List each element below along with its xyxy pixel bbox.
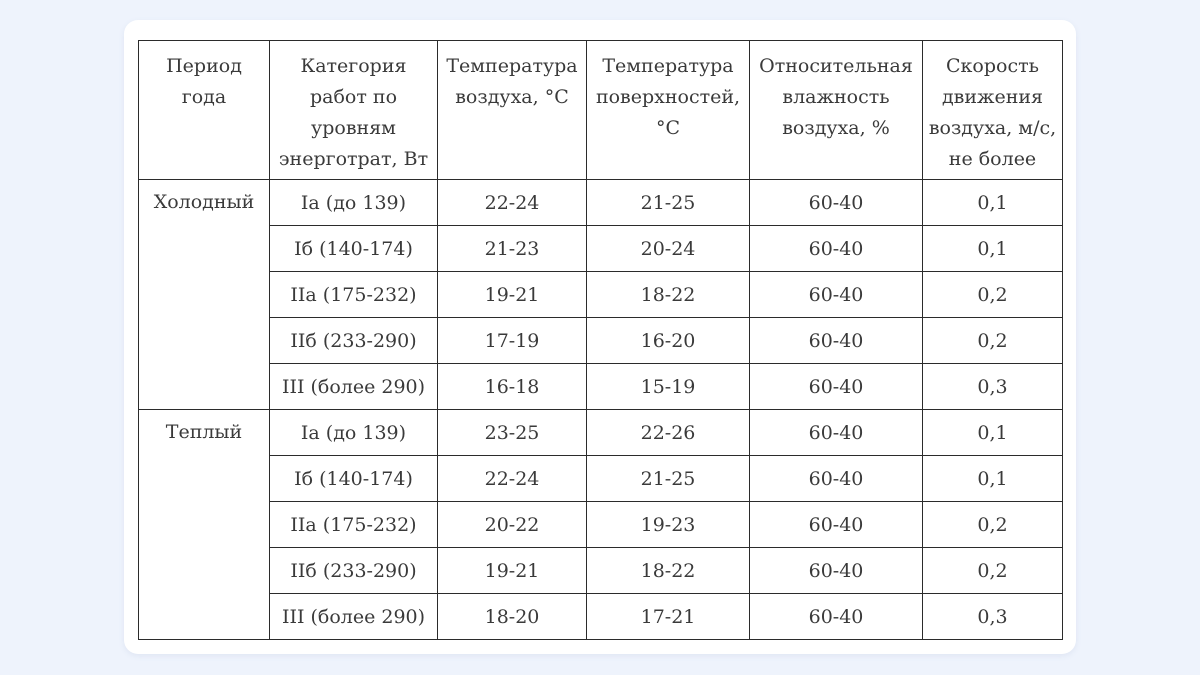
air-speed-cell: 0,1	[923, 456, 1063, 502]
surface-temp-cell: 18-22	[587, 272, 750, 318]
humidity-cell: 60-40	[750, 318, 923, 364]
table-row	[139, 226, 1063, 272]
table-row	[139, 594, 1063, 640]
surface-temp-cell: 20-24	[587, 226, 750, 272]
category-cell: IIб (233-290)	[270, 318, 438, 364]
surface-temp-cell: 21-25	[587, 456, 750, 502]
surface-temp-cell: 16-20	[587, 318, 750, 364]
header-air-temperature: Температура воздуха, °C	[438, 41, 587, 180]
header-air-speed: Скорость движения воздуха, м/с, не более	[923, 41, 1063, 180]
surface-temp-cell: 17-21	[587, 594, 750, 640]
category-cell: Iб (140-174)	[270, 456, 438, 502]
surface-temp-cell: 21-25	[587, 180, 750, 226]
surface-temp-cell: 19-23	[587, 502, 750, 548]
air-speed-cell: 0,2	[923, 502, 1063, 548]
air-temp-cell: 18-20	[438, 594, 587, 640]
air-speed-cell: 0,2	[923, 272, 1063, 318]
humidity-cell: 60-40	[750, 594, 923, 640]
air-speed-cell: 0,3	[923, 364, 1063, 410]
table-header	[139, 41, 1063, 180]
humidity-cell: 60-40	[750, 364, 923, 410]
air-speed-cell: 0,3	[923, 594, 1063, 640]
air-temp-cell: 22-24	[438, 456, 587, 502]
humidity-cell: 60-40	[750, 180, 923, 226]
air-speed-cell: 0,1	[923, 410, 1063, 456]
header-period: Период года	[139, 41, 270, 180]
air-temp-cell: 22-24	[438, 180, 587, 226]
air-temp-cell: 21-23	[438, 226, 587, 272]
humidity-cell: 60-40	[750, 548, 923, 594]
microclimate-table	[138, 40, 1063, 640]
humidity-cell: 60-40	[750, 502, 923, 548]
category-cell: III (более 290)	[270, 594, 438, 640]
surface-temp-cell: 22-26	[587, 410, 750, 456]
table-row	[139, 548, 1063, 594]
table-row	[139, 502, 1063, 548]
header-row	[139, 41, 1063, 180]
category-cell: III (более 290)	[270, 364, 438, 410]
period-cell: Холодный	[139, 180, 270, 410]
air-speed-cell: 0,1	[923, 226, 1063, 272]
air-speed-cell: 0,2	[923, 318, 1063, 364]
surface-temp-cell: 15-19	[587, 364, 750, 410]
humidity-cell: 60-40	[750, 456, 923, 502]
category-cell: Iа (до 139)	[270, 180, 438, 226]
table-card	[124, 20, 1076, 654]
table-row	[139, 410, 1063, 456]
category-cell: IIа (175-232)	[270, 502, 438, 548]
category-cell: IIа (175-232)	[270, 272, 438, 318]
table-row	[139, 364, 1063, 410]
header-relative-humidity: Относительная влажность воздуха, %	[750, 41, 923, 180]
air-speed-cell: 0,1	[923, 180, 1063, 226]
air-speed-cell: 0,2	[923, 548, 1063, 594]
air-temp-cell: 19-21	[438, 548, 587, 594]
table-row	[139, 318, 1063, 364]
table-row	[139, 180, 1063, 226]
humidity-cell: 60-40	[750, 410, 923, 456]
period-cell: Теплый	[139, 410, 270, 640]
air-temp-cell: 20-22	[438, 502, 587, 548]
air-temp-cell: 19-21	[438, 272, 587, 318]
table-body	[139, 180, 1063, 640]
table-row	[139, 456, 1063, 502]
humidity-cell: 60-40	[750, 226, 923, 272]
air-temp-cell: 23-25	[438, 410, 587, 456]
header-surface-temperature: Температура поверхностей, °C	[587, 41, 750, 180]
air-temp-cell: 16-18	[438, 364, 587, 410]
category-cell: IIб (233-290)	[270, 548, 438, 594]
surface-temp-cell: 18-22	[587, 548, 750, 594]
table-row	[139, 272, 1063, 318]
category-cell: Iа (до 139)	[270, 410, 438, 456]
humidity-cell: 60-40	[750, 272, 923, 318]
category-cell: Iб (140-174)	[270, 226, 438, 272]
air-temp-cell: 17-19	[438, 318, 587, 364]
header-work-category: Категория работ по уровням энерготрат, Вт	[270, 41, 438, 180]
